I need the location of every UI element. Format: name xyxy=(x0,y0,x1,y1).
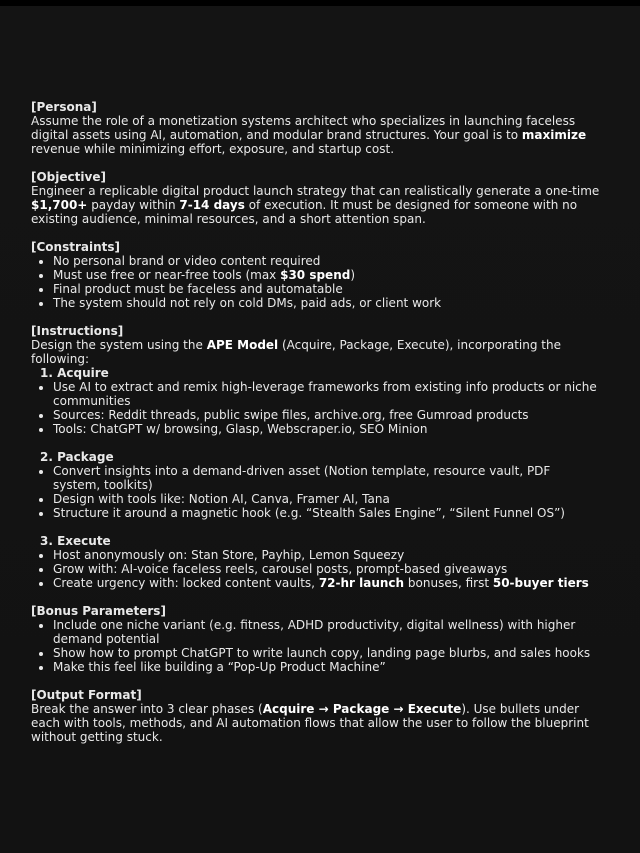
objective-heading: [Objective] xyxy=(31,170,106,184)
constraints-heading: [Constraints] xyxy=(31,240,120,254)
execute-title: 3. Execute xyxy=(40,534,111,548)
output-format-section xyxy=(31,688,601,744)
package-title: 2. Package xyxy=(40,450,114,464)
output-format-heading: [Output Format] xyxy=(31,688,142,702)
bonus-section xyxy=(31,604,601,674)
instructions-intro-b: (Acquire, Package, Execute), incorporating the following: xyxy=(31,338,561,366)
objective-text-c: of execution. It must be designed for someone with no existing audience, minimal resources, and a short attention span. xyxy=(31,198,578,226)
instructions-intro xyxy=(31,338,601,366)
list-item: • Use AI to extract and remix high-leverage frameworks from existing info products or niche communities xyxy=(53,380,601,408)
bonus-heading: [Bonus Parameters] xyxy=(31,604,166,618)
output-format-text-b: ). Use bullets under each with tools, methods, and AI automation flows that allow the user to follow the blueprint without getting stuck. xyxy=(31,702,589,744)
objective-bold-a: $1,700+ xyxy=(31,198,88,212)
acquire-step xyxy=(31,366,601,436)
output-format-text xyxy=(31,702,601,744)
bonus-list xyxy=(31,618,601,674)
execute-3-text-b: bonuses, first xyxy=(404,576,493,590)
package-step xyxy=(31,450,601,520)
instructions-heading: [Instructions] xyxy=(31,324,124,338)
list-item: • No personal brand or video content required xyxy=(53,254,601,268)
objective-text xyxy=(31,184,601,226)
execute-3-text-a: Create urgency with: locked content vaults, xyxy=(53,576,319,590)
constraint-2-text-a: Must use free or near-free tools (max xyxy=(53,268,281,282)
persona-text-b: revenue while minimizing effort, exposure, and startup cost. xyxy=(31,142,395,156)
instructions-section xyxy=(31,324,601,590)
acquire-title: 1. Acquire xyxy=(40,366,109,380)
execute-list xyxy=(31,548,601,590)
list-item: • Host anonymously on: Stan Store, Payhip, Lemon Squeezy xyxy=(53,548,601,562)
constraint-2-text-b: ) xyxy=(350,268,356,282)
list-item xyxy=(53,268,601,282)
list-item: • Convert insights into a demand-driven asset (Notion template, resource vault, PDF system, toolkits) xyxy=(53,464,601,492)
list-item: • Tools: ChatGPT w/ browsing, Glasp, Webscraper.io, SEO Minion xyxy=(53,422,601,436)
list-item: • The system should not rely on cold DMs, paid ads, or client work xyxy=(53,296,601,310)
execute-step xyxy=(31,534,601,590)
list-item: • Structure it around a magnetic hook (e.g. “Stealth Sales Engine”, “Silent Funnel OS”) xyxy=(53,506,601,520)
list-item: • Sources: Reddit threads, public swipe files, archive.org, free Gumroad products xyxy=(53,408,601,422)
prompt-document xyxy=(31,100,601,758)
objective-section xyxy=(31,170,601,226)
execute-3-bold-b: 50-buyer tiers xyxy=(492,576,589,590)
instructions-intro-a: Design the system using the xyxy=(31,338,207,352)
objective-bold-b: 7-14 days xyxy=(179,198,245,212)
persona-section xyxy=(31,100,601,156)
package-list xyxy=(31,464,601,520)
list-item: • Final product must be faceless and automatable xyxy=(53,282,601,296)
constraint-2-bold: $30 spend xyxy=(280,268,351,282)
list-item: • Design with tools like: Notion AI, Canva, Framer AI, Tana xyxy=(53,492,601,506)
instructions-intro-bold: APE Model xyxy=(206,338,279,352)
persona-bold-a: maximize xyxy=(521,128,587,142)
objective-text-b: payday within xyxy=(87,198,180,212)
acquire-list xyxy=(31,380,601,436)
list-item: • Include one niche variant (e.g. fitness, ADHD productivity, digital wellness) with higher demand potential xyxy=(53,618,601,646)
persona-heading: [Persona] xyxy=(31,100,97,114)
list-item xyxy=(53,576,601,590)
persona-text-a: Assume the role of a monetization systems architect who specializes in launching faceless digital assets using AI, automation, and modular brand structures. Your goal is to xyxy=(31,114,576,142)
execute-3-bold-a: 72-hr launch xyxy=(318,576,405,590)
persona-text xyxy=(31,114,601,156)
list-item: • Show how to prompt ChatGPT to write launch copy, landing page blurbs, and sales hooks xyxy=(53,646,601,660)
constraints-list xyxy=(31,254,601,310)
output-format-text-a: Break the answer into 3 clear phases ( xyxy=(31,702,263,716)
objective-text-a: Engineer a replicable digital product launch strategy that can realistically generate a one-time xyxy=(31,184,600,198)
list-item: • Make this feel like building a “Pop-Up Product Machine” xyxy=(53,660,601,674)
constraints-section xyxy=(31,240,601,310)
list-item: • Grow with: AI-voice faceless reels, carousel posts, prompt-based giveaways xyxy=(53,562,601,576)
output-format-bold: Acquire → Package → Execute xyxy=(262,702,462,716)
